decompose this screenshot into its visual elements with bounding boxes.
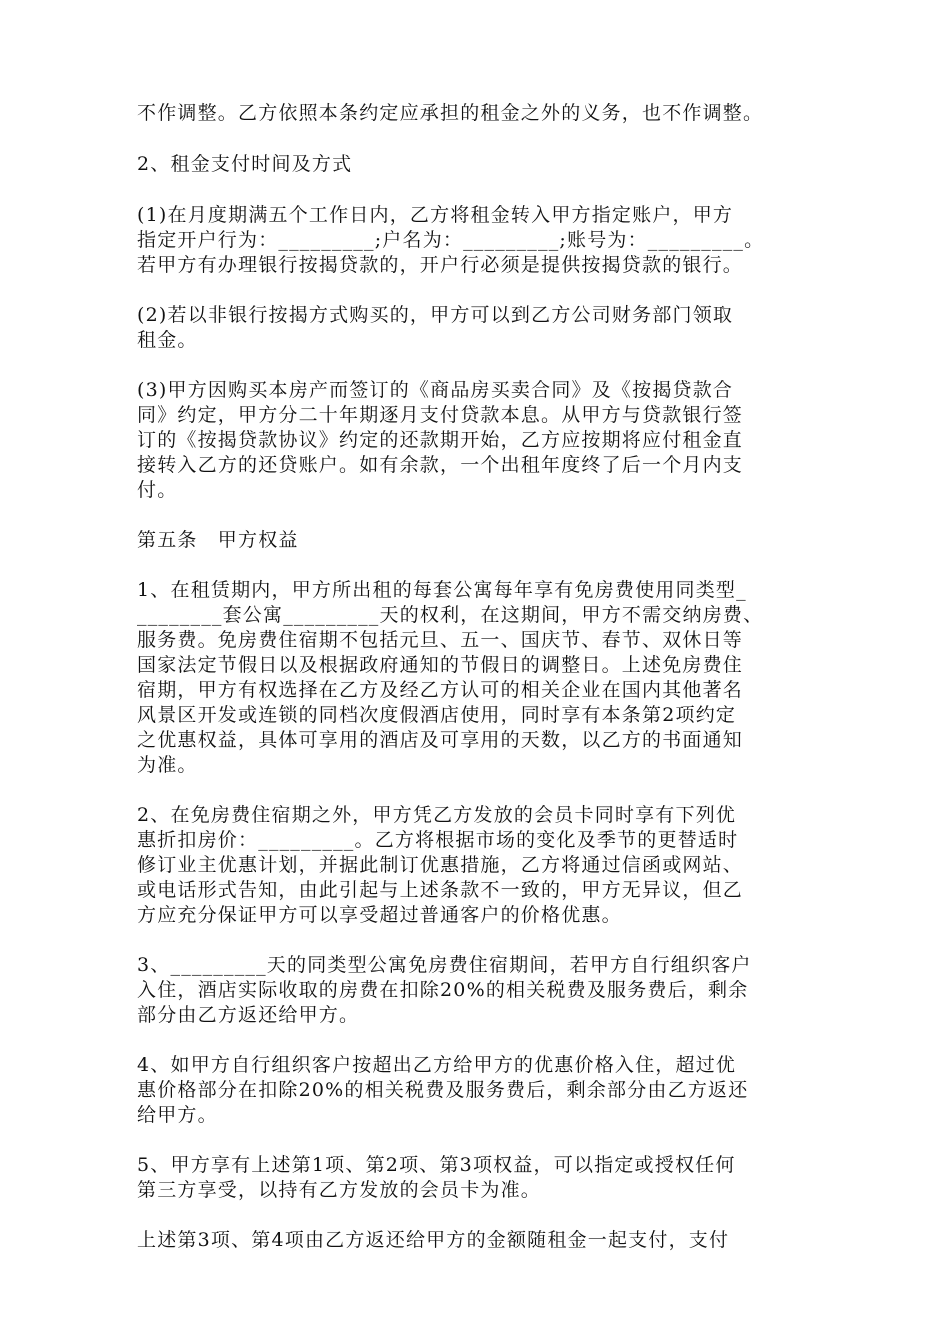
text-line: 1、在租赁期内，甲方所出租的每套公寓每年享有免房费使用同类型_ (137, 579, 747, 601)
text-line: 方应充分保证甲方可以享受超过普通客户的价格优惠。 (137, 904, 622, 926)
text-line: 租金。 (137, 329, 198, 351)
text-line: 修订业主优惠计划，并据此制订优惠措施，乙方将通过信函或网站、 (137, 854, 744, 876)
text-line: 宿期，甲方有权选择在乙方及经乙方认可的相关企业在国内其他著名 (137, 679, 744, 701)
text-line: 3、_________天的同类型公寓免房费住宿期间，若甲方自行组织客户 (137, 954, 752, 976)
text-line: 为准。 (137, 754, 198, 776)
text-line: 不作调整。乙方依照本条约定应承担的租金之外的义务，也不作调整。 (137, 102, 764, 124)
text-line: 上述第3项、第4项由乙方返还给甲方的金额随租金一起支付，支付 (137, 1229, 730, 1251)
text-line: 同》约定，甲方分二十年期逐月支付贷款本息。从甲方与贷款银行签 (137, 404, 744, 426)
text-line: ________套公寓_________天的权利，在这期间，甲方不需交纳房费、 (137, 604, 764, 626)
text-line: 之优惠权益，具体可享用的酒店及可享用的天数，以乙方的书面通知 (137, 729, 744, 751)
text-line: 部分由乙方返还给甲方。 (137, 1004, 360, 1026)
text-line: 入住，酒店实际收取的房费在扣除20%的相关税费及服务费后，剩余 (137, 979, 749, 1001)
text-line: 4、如甲方自行组织客户按超出乙方给甲方的优惠价格入住，超过优 (137, 1054, 737, 1076)
text-line: 接转入乙方的还贷账户。如有余款，一个出租年度终了后一个月内支 (137, 454, 744, 476)
text-line: 国家法定节假日以及根据政府通知的节假日的调整日。上述免房费住 (137, 654, 744, 676)
text-line: 5、甲方享有上述第1项、第2项、第3项权益，可以指定或授权任何 (137, 1154, 736, 1176)
text-line: 订的《按揭贷款协议》约定的还款期开始，乙方应按期将应付租金直 (137, 429, 744, 451)
text-line: 指定开户行为：_________;户名为：_________;账号为：_________。 (137, 229, 765, 251)
text-line: 服务费。免房费住宿期不包括元旦、五一、国庆节、春节、双休日等 (137, 629, 744, 651)
text-line: (3)甲方因购买本房产而签订的《商品房买卖合同》及《按揭贷款合 (137, 379, 734, 401)
text-line: 惠折扣房价：_________。乙方将根据市场的变化及季节的更替适时 (137, 829, 739, 851)
text-line: 第三方享受，以持有乙方发放的会员卡为准。 (137, 1179, 542, 1201)
article-heading: 第五条 甲方权益 (137, 529, 299, 551)
text-line: 付。 (137, 479, 178, 501)
text-line: 若甲方有办理银行按揭贷款的，开户行必须是提供按揭贷款的银行。 (137, 254, 744, 276)
text-line: 给甲方。 (137, 1104, 218, 1126)
text-line: (2)若以非银行按揭方式购买的，甲方可以到乙方公司财务部门领取 (137, 304, 734, 326)
text-line: 2、在免房费住宿期之外，甲方凭乙方发放的会员卡同时享有下列优 (137, 804, 737, 826)
text-line: 或电话形式告知，由此引起与上述条款不一致的，甲方无异议，但乙 (137, 879, 744, 901)
text-line: 风景区开发或连锁的同档次度假酒店使用，同时享有本条第2项约定 (137, 704, 737, 726)
section-heading: 2、租金支付时间及方式 (137, 153, 353, 175)
text-line: 惠价格部分在扣除20%的相关税费及服务费后，剩余部分由乙方返还 (137, 1079, 749, 1101)
text-line: (1)在月度期满五个工作日内，乙方将租金转入甲方指定账户，甲方 (137, 204, 734, 226)
